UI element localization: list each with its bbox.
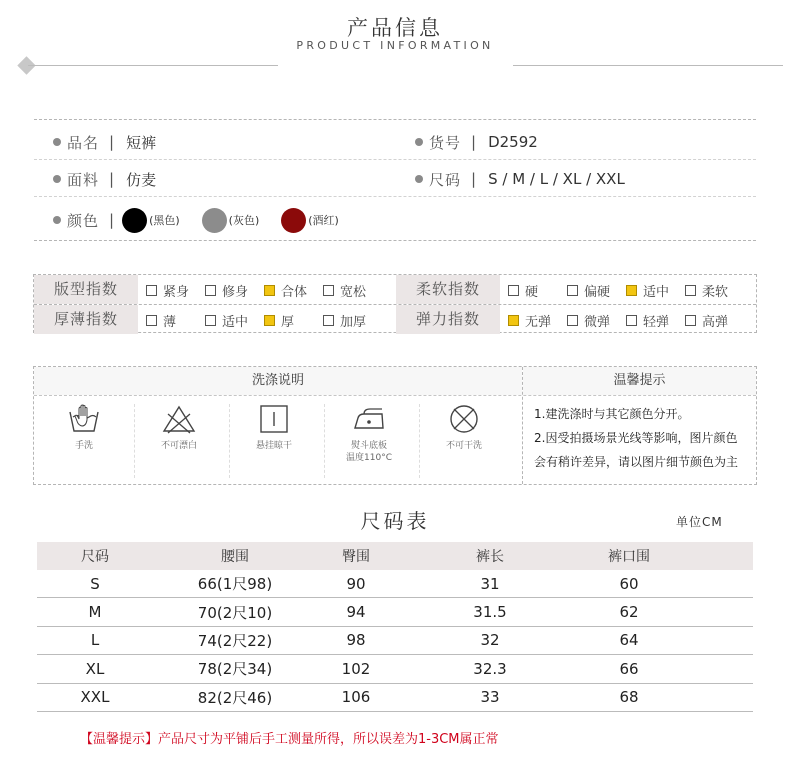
index-option-label: 适中 [222,314,249,330]
bullet-icon [415,175,423,183]
index-option-label: 合体 [281,284,308,300]
info-color-label: 颜色 [67,211,100,230]
info-separator: | [471,133,477,151]
table-row [37,570,753,598]
wash-care-hang-dry [227,404,321,478]
index-option[interactable] [567,312,610,328]
checkbox-icon[interactable] [205,315,216,326]
table-header-row [37,542,753,570]
thickness-index-label: 厚薄指数 [34,305,138,334]
wash-care-hand-wash [37,404,131,478]
index-option[interactable] [508,282,538,298]
info-size [415,168,625,190]
table-cell: XL [85,659,105,678]
info-separator: | [109,170,115,188]
info-divider [34,159,756,160]
checkbox-icon[interactable] [146,285,157,296]
washing-title: 洗涤说明 [34,367,522,395]
index-option[interactable] [205,312,248,328]
index-option[interactable] [567,282,610,298]
table-cell: 98 [346,631,366,650]
table-header-cell: 裤长 [476,549,504,565]
table-header-cell: 裤口围 [608,549,650,565]
fit-index-label: 版型指数 [34,275,138,304]
index-option[interactable] [323,282,366,298]
wash-care-label: 不可漂白 [160,441,197,451]
index-option[interactable] [146,312,176,328]
washing-panel [33,366,757,485]
index-option[interactable] [205,282,248,298]
size-chart-unit: 单位CM [676,515,723,529]
checkbox-icon[interactable] [323,315,334,326]
index-option-label: 修身 [222,284,249,300]
iron-label-line1: 熨斗底板 [350,441,387,451]
color-option-wine[interactable] [281,208,339,233]
header-divider-right [513,65,783,66]
color-option-gray[interactable] [202,208,260,233]
table-row [37,684,753,712]
info-fabric [53,168,156,190]
table-row [37,627,753,655]
index-option-label: 薄 [163,314,177,330]
table-cell: 62 [619,603,639,622]
bullet-icon [53,175,61,183]
table-cell: 33 [480,688,500,707]
indices-table [33,274,757,333]
bullet-icon [53,216,61,224]
checkbox-checked-icon[interactable] [508,315,519,326]
table-cell: 106 [341,688,371,707]
washing-header-divider [34,395,756,396]
size-chart-title: 尺码表 [360,509,430,533]
table-cell: 74(2尺22) [197,631,273,650]
no-bleach-icon [162,404,196,434]
color-label: (酒红) [308,214,339,227]
bullet-icon [415,138,423,146]
index-option-label: 偏硬 [584,284,611,300]
info-separator: | [109,211,115,229]
info-sku-label: 货号 [429,133,462,152]
checkbox-checked-icon[interactable] [626,285,637,296]
header-divider-left [28,65,278,66]
table-row [37,655,753,683]
table-cell: 68 [619,688,639,707]
notice-line-1: 1.建洗涤时与其它颜色分开。 [534,407,690,421]
notice-title: 温馨提示 [523,367,756,395]
index-option-label: 适中 [643,284,670,300]
info-fabric-value: 仿麦 [126,170,157,189]
size-table [37,542,753,712]
index-option-label: 轻弹 [643,314,670,330]
checkbox-icon[interactable] [508,285,519,296]
index-option-label: 厚 [281,314,295,330]
index-option[interactable] [264,312,294,328]
info-divider-bottom [34,240,756,241]
table-cell: 102 [341,659,371,678]
index-option[interactable] [264,282,307,298]
table-cell: M [88,603,102,622]
softness-index-label: 柔软指数 [396,275,500,304]
wash-care-label [322,440,416,464]
hand-wash-icon [67,404,101,434]
index-option[interactable] [508,312,551,328]
index-option-label: 微弹 [584,314,611,330]
wash-care-iron [322,404,416,478]
hang-dry-icon [257,404,291,434]
color-label: (灰色) [228,214,260,227]
color-label: (黑色) [149,214,180,227]
color-swatch [281,208,306,233]
table-cell: 64 [619,631,639,650]
footnote: 【温馨提示】产品尺寸为平铺后手工测量所得，所以误差为1-3CM属正常 [80,732,499,747]
index-option[interactable] [323,312,366,328]
page-subtitle: PRODUCT INFORMATION [296,39,494,52]
table-cell: L [90,631,100,650]
notice-line-3: 会有稍许差异，请以图片细节颜色为主 [534,455,739,469]
table-cell: 90 [346,574,366,593]
table-cell: 31.5 [473,603,507,622]
table-row [37,598,753,626]
table-header-cell: 臀围 [342,549,370,565]
table-header-cell: 腰围 [221,549,249,565]
indices-row [34,275,756,304]
iron-icon [352,404,386,434]
wash-care-label: 手洗 [74,441,93,451]
checkbox-icon[interactable] [685,285,696,296]
info-separator: | [471,170,477,188]
page-title: 产品信息 [347,16,443,40]
color-swatch [122,208,147,233]
checkbox-icon[interactable] [626,315,637,326]
table-cell: 32 [480,631,500,650]
no-dry-clean-icon [447,404,481,434]
wash-care-label: 不可干洗 [445,441,482,451]
checkbox-icon[interactable] [685,315,696,326]
table-cell: XXL [80,688,110,707]
color-option-black[interactable] [122,208,180,233]
bullet-icon [53,138,61,146]
washing-column-divider [522,367,523,484]
info-fabric-label: 面料 [67,170,100,189]
checkbox-icon[interactable] [567,285,578,296]
index-option-label: 无弹 [525,314,552,330]
table-cell: 82(2尺46) [197,688,273,707]
info-name-value: 短裤 [126,133,157,152]
notice-line-2: 2.因受拍摄场景光线等影响，图片颜色 [534,431,738,445]
index-option[interactable] [685,312,728,328]
index-option-label: 高弹 [702,314,729,330]
wash-care-no-bleach [132,404,226,478]
checkbox-checked-icon[interactable] [264,285,275,296]
table-header-cell: 尺码 [81,549,109,565]
indices-row [34,304,756,333]
table-cell: 70(2尺10) [197,603,273,622]
table-cell: 31 [480,574,500,593]
table-cell: S [90,574,100,593]
info-sku [415,131,538,153]
table-cell: 94 [346,603,366,622]
table-cell: 66 [619,659,639,678]
index-option-label: 硬 [525,284,539,300]
checkbox-checked-icon[interactable] [264,315,275,326]
info-divider-top [34,119,756,120]
info-divider [34,196,756,197]
index-option[interactable] [146,282,189,298]
table-cell: 32.3 [473,659,507,678]
checkbox-icon[interactable] [205,285,216,296]
info-sku-value: D2592 [488,133,538,151]
info-name-label: 品名 [67,133,100,152]
elasticity-index-label: 弹力指数 [396,305,500,334]
iron-label-line2: 温度110°C [346,453,392,463]
info-size-label: 尺码 [429,170,462,189]
index-option-label: 宽松 [340,284,367,300]
info-name [53,131,156,153]
table-cell: 78(2尺34) [197,660,273,679]
checkbox-icon[interactable] [323,285,334,296]
index-option-label: 紧身 [163,284,190,300]
index-option[interactable] [685,282,728,298]
index-option-label: 加厚 [340,314,367,330]
table-cell: 60 [619,574,639,593]
table-cell: 66(1尺98) [197,575,273,594]
index-option-label: 柔软 [702,284,729,300]
checkbox-icon[interactable] [567,315,578,326]
info-separator: | [109,133,115,151]
index-option[interactable] [626,282,669,298]
info-colors [53,207,339,233]
info-size-value: S / M / L / XL / XXL [488,170,625,188]
wash-care-label: 悬挂晾干 [255,441,292,451]
index-option[interactable] [626,312,669,328]
checkbox-icon[interactable] [146,315,157,326]
color-swatch [202,208,227,233]
wash-care-no-dry-clean [417,404,511,478]
